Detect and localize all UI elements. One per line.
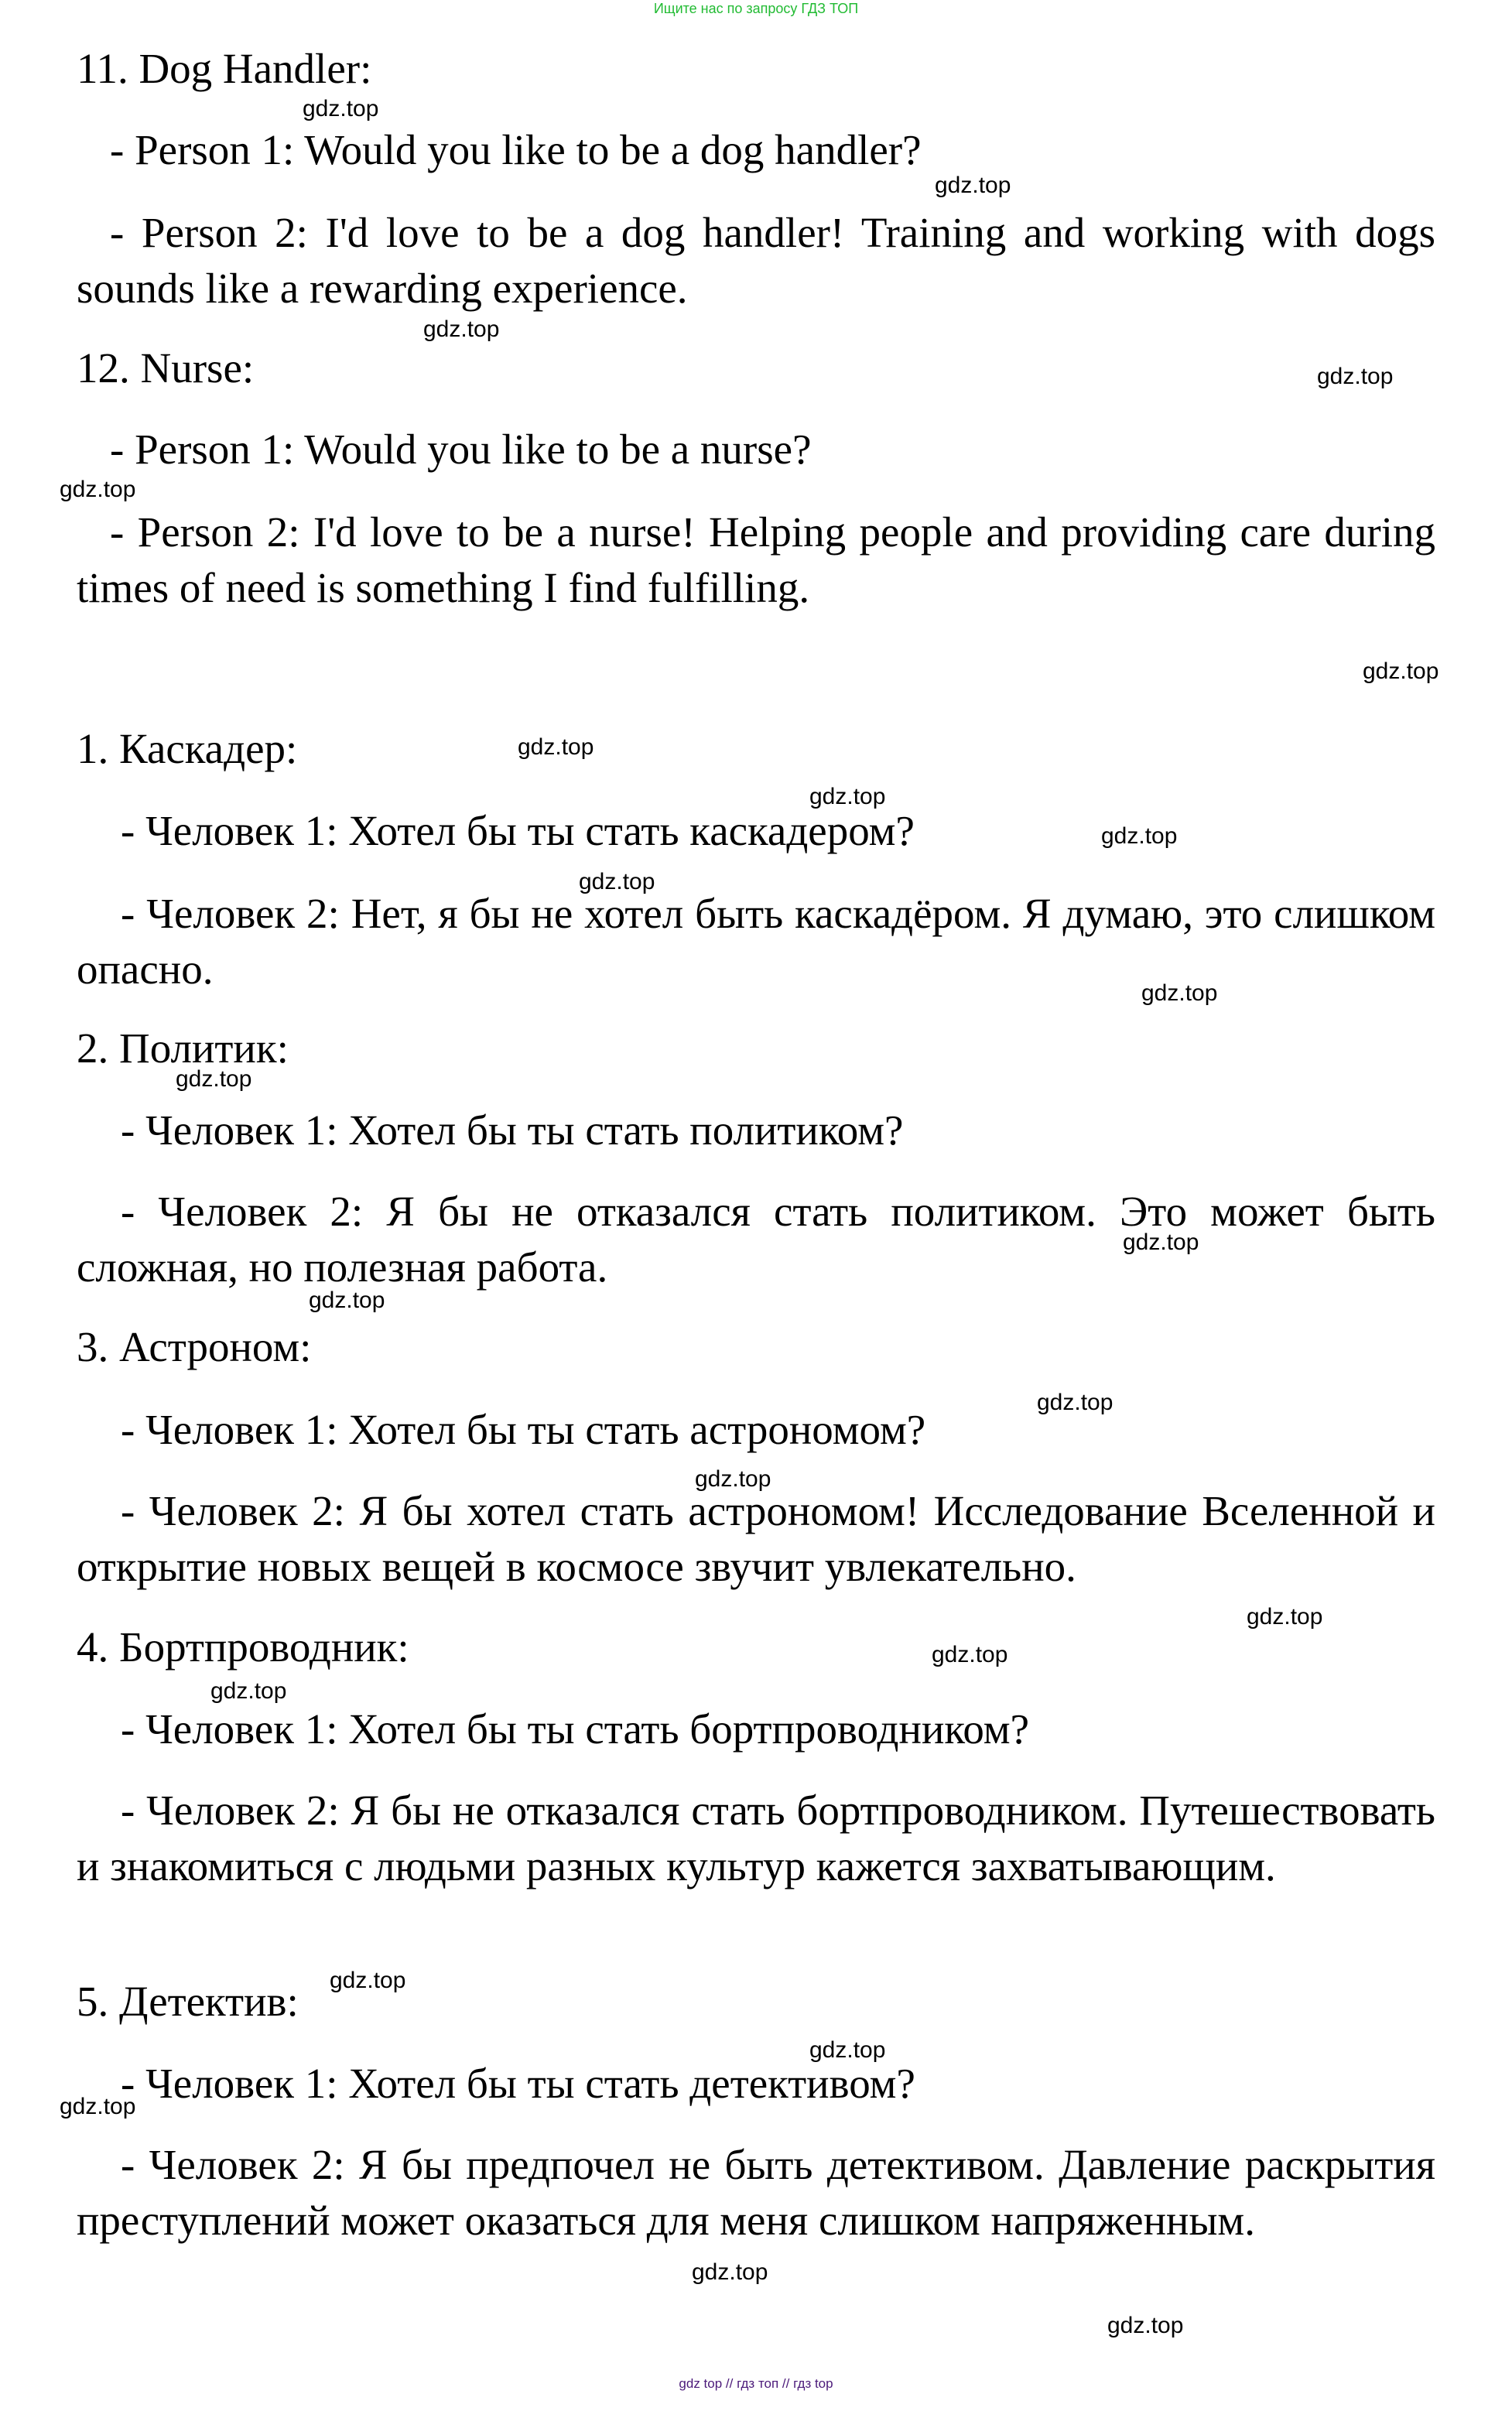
dialogue-line: - Человек 2: Я бы предпочел не быть детективом. Давление раскрытия преступлений может оказаться для меня слишком напряженным.: [77, 2141, 1435, 2244]
watermark: gdz.top: [309, 1288, 385, 1313]
watermark: gdz.top: [809, 784, 886, 809]
watermark: gdz.top: [1317, 364, 1394, 389]
dialogue-line: - Person 2: I'd love to be a dog handler! Training and working with dogs sounds like a rewarding experience.: [77, 209, 1435, 312]
dialogue-line: - Человек 2: Я бы не отказался стать бортпроводником. Путешествовать и знакомиться с людьми разных культур кажется захватывающим.: [77, 1787, 1435, 1889]
watermark: gdz.top: [303, 96, 379, 121]
watermark: gdz.top: [60, 2094, 136, 2119]
dialogue-line: - Человек 2: Я бы хотел стать астрономом! Исследование Вселенной и открытие новых вещей в космосе звучит увлекательно.: [77, 1487, 1435, 1590]
promo-footer: gdz top // гдз топ // гдз top: [679, 2376, 833, 2391]
dialogue-line: - Person 2: I'd love to be a nurse! Helping people and providing care during times of need is something I find fulfilling.: [77, 508, 1435, 611]
dialogue-line: - Person 1: Would you like to be a dog handler?: [110, 126, 922, 173]
section-heading: 1. Каскадер:: [77, 725, 298, 772]
dialogue-line: - Человек 1: Хотел бы ты стать политиком?: [121, 1106, 904, 1154]
watermark: gdz.top: [1123, 1229, 1199, 1255]
promo-header: Ищите нас по запросу ГДЗ ТОП: [653, 1, 859, 16]
dialogue-line: - Человек 1: Хотел бы ты стать каскадером?: [121, 807, 915, 854]
watermark: gdz.top: [695, 1466, 771, 1492]
watermark: gdz.top: [1141, 980, 1218, 1006]
section-heading: 12. Nurse:: [77, 344, 255, 392]
watermark: gdz.top: [1363, 658, 1439, 684]
watermark: gdz.top: [692, 2259, 768, 2285]
watermark: gdz.top: [210, 1678, 287, 1704]
watermark: gdz.top: [579, 869, 655, 894]
watermark: gdz.top: [518, 734, 594, 760]
dialogue-line: - Человек 2: Нет, я бы не хотел быть каскадёром. Я думаю, это слишком опасно.: [77, 890, 1435, 993]
watermark: gdz.top: [1107, 2313, 1184, 2338]
watermark: gdz.top: [60, 477, 136, 502]
section-heading: 3. Астроном:: [77, 1323, 312, 1370]
dialogue-line: - Person 1: Would you like to be a nurse?: [110, 426, 812, 473]
watermark: gdz.top: [1037, 1390, 1113, 1415]
section-heading: 5. Детектив:: [77, 1978, 299, 2025]
dialogue-line: - Человек 2: Я бы не отказался стать политиком. Это может быть сложная, но полезная работа.: [77, 1188, 1435, 1291]
watermark: gdz.top: [1247, 1604, 1323, 1630]
section-heading: 11. Dog Handler:: [77, 45, 372, 92]
watermark: gdz.top: [330, 1968, 406, 1993]
dialogue-line: - Человек 1: Хотел бы ты стать астрономом?: [121, 1406, 926, 1453]
section-heading: 2. Политик:: [77, 1024, 289, 1072]
section-heading: 4. Бортпроводник:: [77, 1623, 409, 1671]
watermark: gdz.top: [1101, 823, 1178, 849]
watermark: gdz.top: [423, 316, 500, 342]
watermark: gdz.top: [935, 173, 1011, 198]
dialogue-line: - Человек 1: Хотел бы ты стать детективом?: [121, 2060, 915, 2107]
watermark: gdz.top: [176, 1066, 252, 1092]
dialogue-line: - Человек 1: Хотел бы ты стать бортпроводником?: [121, 1705, 1029, 1753]
watermark: gdz.top: [809, 2037, 886, 2063]
watermark: gdz.top: [932, 1642, 1008, 1667]
